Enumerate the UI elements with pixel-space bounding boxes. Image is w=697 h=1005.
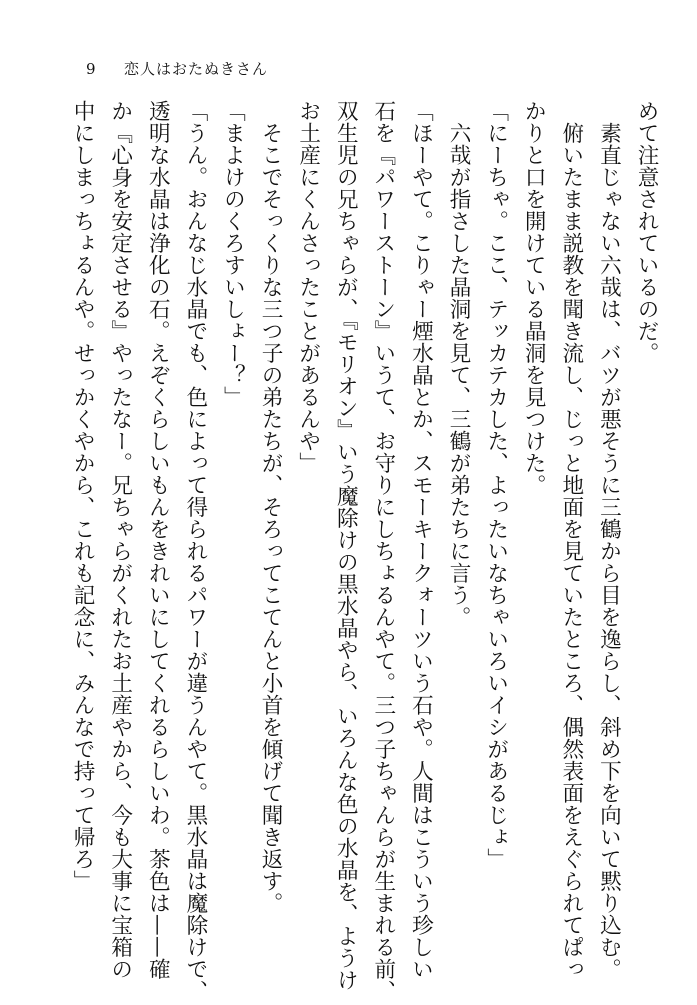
- text-column: か『心身を安定させる』やったなー。兄ちゃらがくれたお土産やから、今も大事に宝箱の: [107, 100, 133, 980]
- text-column: 俯いたまま説教を聞き流し、じっと地面を見ていたところ、偶然表面をえぐられてぱっ: [558, 100, 584, 980]
- running-head: [86, 58, 268, 80]
- text-column: 六哉が指さした晶洞を見て、三鶴が弟たちに言う。: [446, 100, 472, 628]
- text-column: かりと口を開けている晶洞を見つけた。: [521, 100, 547, 496]
- text-column: 透明な水晶は浄化の石。えぞくらしいもんをきれいにしてくれるらしいわ。茶色は——確: [145, 100, 171, 980]
- text-column: 「にーちゃ。ここ、テッカテカした、よったいなちゃいろいイシがあるじょ」: [483, 100, 509, 870]
- body-text: [64, 100, 666, 1002]
- text-column: 「うん。おんなじ水晶でも、色によって得られるパワーが違うんやて。黒水晶は魔除けで、: [182, 100, 208, 1002]
- text-column: 「まよけのくろすいしょー？」: [220, 100, 246, 408]
- text-column: そこでそっくりな三つ子の弟たちが、そろってこてんと小首を傾げて聞き返す。: [258, 100, 284, 914]
- page-number: 9: [86, 60, 97, 78]
- text-column: めて注意されているのだ。: [634, 100, 659, 364]
- text-column: 「ほーやて。こりゃー煙水晶とか、スモーキークォーツいう石や。人間はこういう珍しい: [408, 100, 434, 980]
- running-title: 恋人はおたぬきさん: [124, 60, 269, 78]
- text-column: 双生児の兄ちゃらが、『モリオン』いう魔除けの黒水晶やら、いろんな色の水晶を、ようけ: [333, 100, 359, 992]
- text-column: 石を『パワーストーン』いうて、お守りにしちょるんやて。三つ子ちゃんらが生まれる前、: [370, 100, 396, 1002]
- text-column: お土産にくんさったことがあるんや」: [295, 100, 321, 474]
- text-column: 素直じゃない六哉は、バツが悪そうに三鶴から目を逸らし、斜め下を向いて黙り込む。: [596, 100, 622, 980]
- text-column: 中にしまっちょるんや。せっかくやから、これも記念に、みんなで持って帰ろ」: [70, 100, 96, 892]
